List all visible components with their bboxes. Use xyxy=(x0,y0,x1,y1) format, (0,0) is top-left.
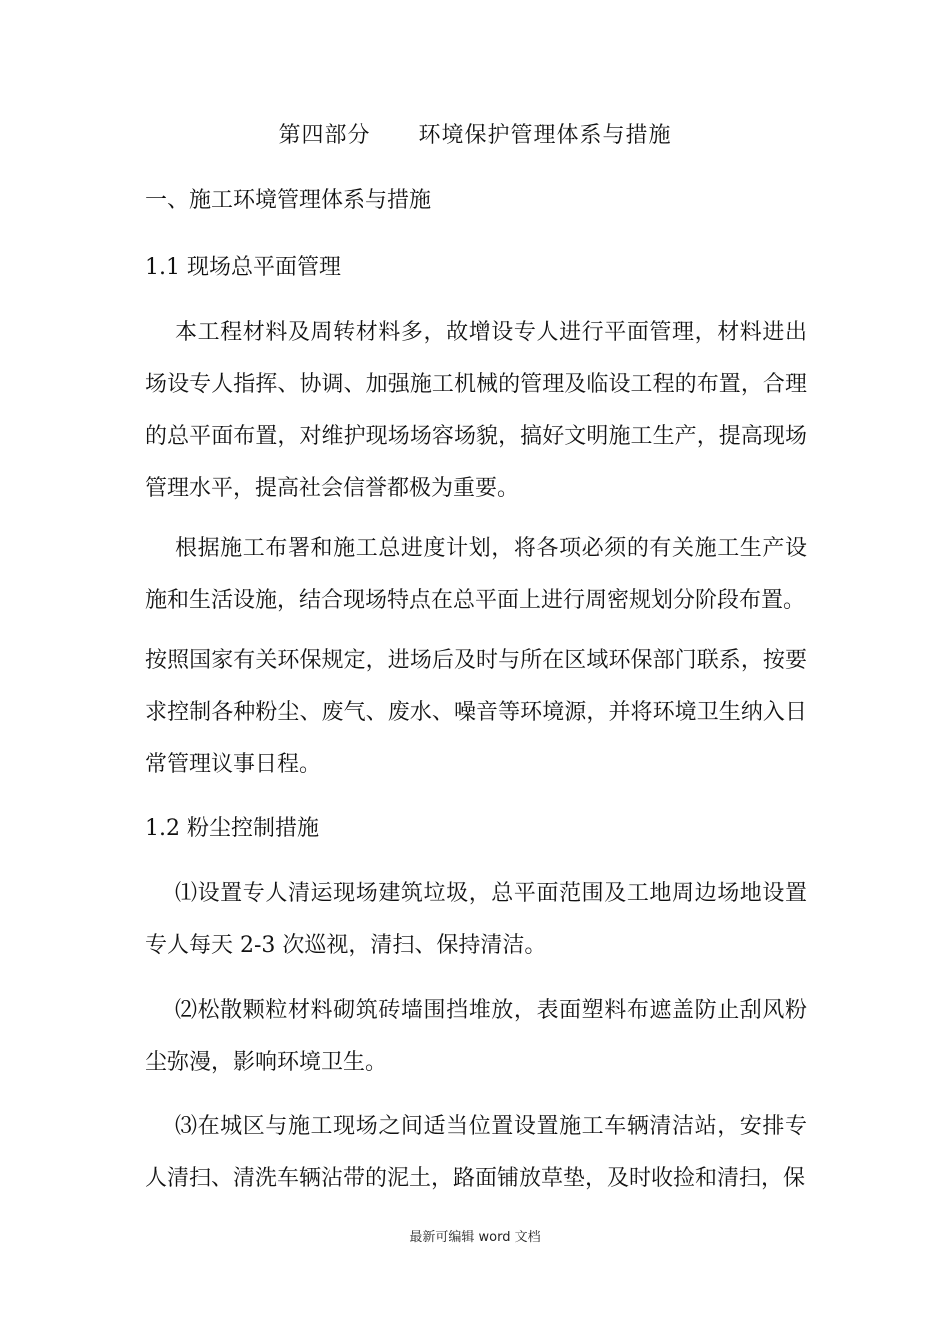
paragraph-env-regulations: 按照国家有关环保规定，进场后及时与所在区域环保部门联系，按要求控制各种粉尘、废气、废水、噪音等环境源，并将环境卫生纳入日常管理议事日程。 xyxy=(145,648,807,777)
paragraph-item-1: ⑴设置专人清运现场建筑垃圾，总平面范围及工地周边场地设置专人每天 2-3 次巡视，清扫、保持清洁。 xyxy=(145,881,807,958)
subsection-heading-1-1: 1.1 现场总平面管理 xyxy=(145,255,341,280)
paragraph-planning: 根据施工布署和施工总进度计划，将各项必须的有关施工生产设施和生活设施，结合现场特点在总平面上进行周密规划分阶段布置。 xyxy=(145,536,807,613)
paragraph-site-layout: 本工程材料及周转材料多，故增设专人进行平面管理，材料进出场设专人指挥、协调、加强施工机械的管理及临设工程的布置，合理的总平面布置，对维护现场场容场貌，搞好文明施工生产，提高现场管理水平，提高社会信誉都极为重要。 xyxy=(145,320,807,501)
subsection-heading-1-2: 1.2 粉尘控制措施 xyxy=(145,816,319,841)
section-heading-1: 一、施工环境管理体系与措施 xyxy=(145,188,432,213)
paragraph-item-2: ⑵松散颗粒材料砌筑砖墙围挡堆放，表面塑料布遮盖防止刮风粉尘弥漫，影响环境卫生。 xyxy=(145,998,807,1075)
page-footer: 最新可编辑 word 文档 xyxy=(409,1230,541,1245)
paragraph-item-3: ⑶在城区与施工现场之间适当位置设置施工车辆清洁站，安排专人清扫、清洗车辆沾带的泥土，路面铺放草垫，及时收捡和清扫，保 xyxy=(145,1114,807,1191)
document-title: 第四部分 环境保护管理体系与措施 xyxy=(278,123,672,148)
